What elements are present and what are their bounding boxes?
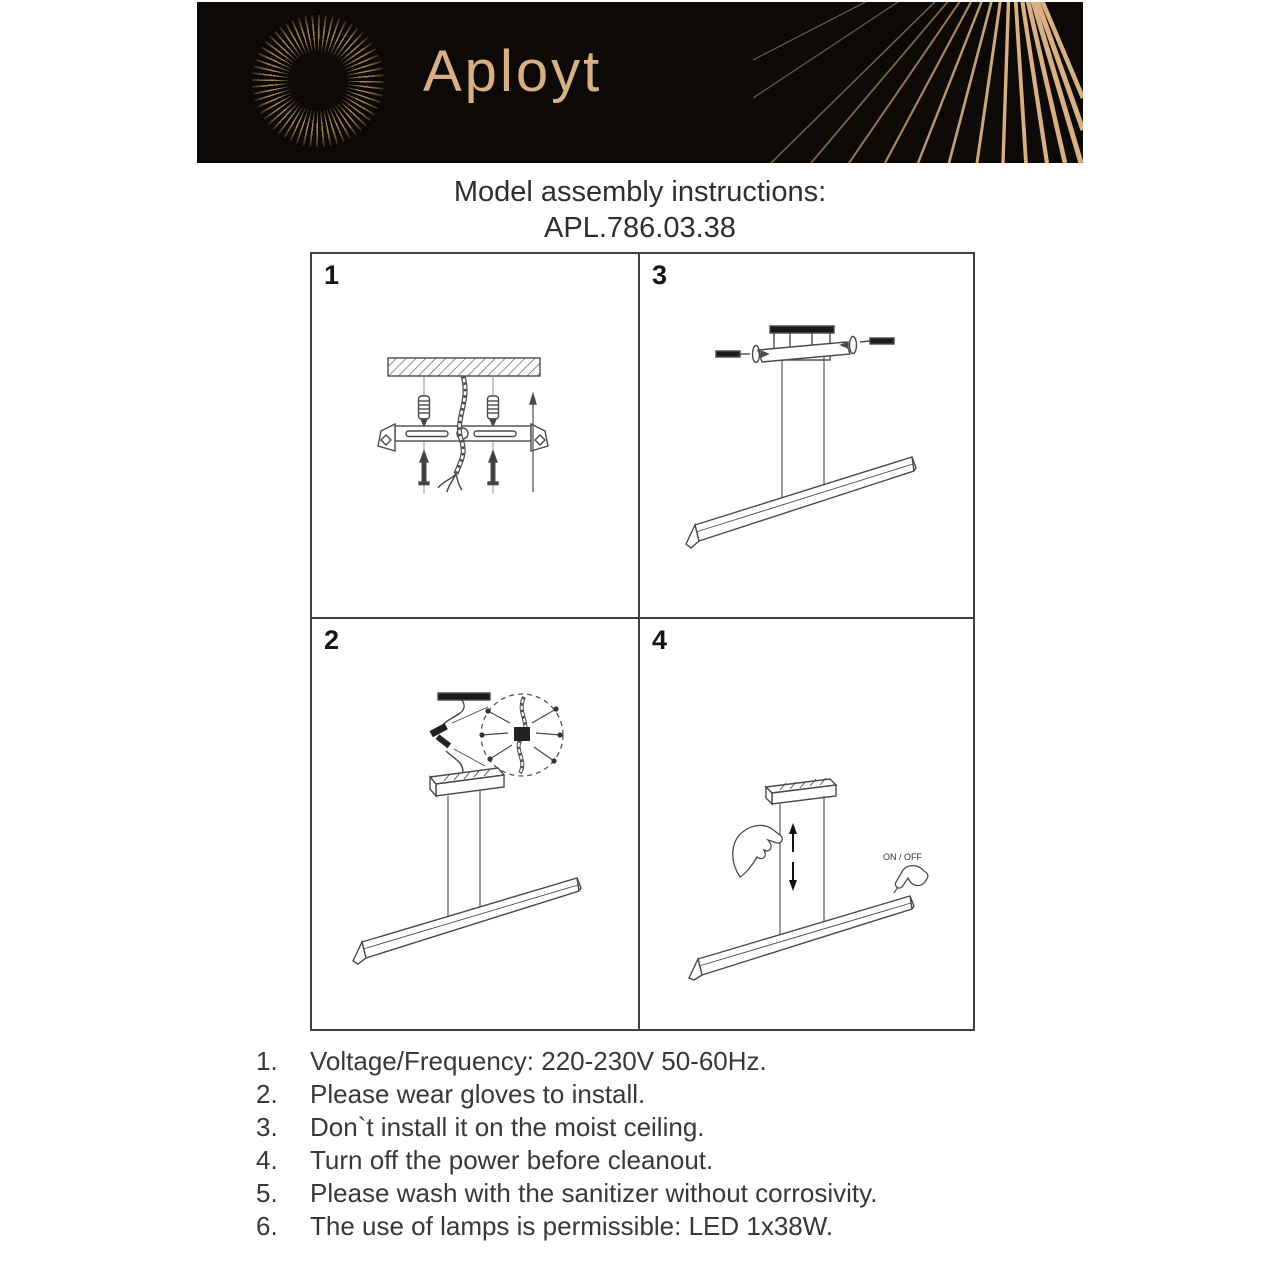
step-number: 3	[652, 260, 668, 290]
instruction-text: Turn off the power before cleanout.	[310, 1145, 714, 1175]
instruction-text: Please wear gloves to install.	[310, 1079, 646, 1109]
step-number: 2	[324, 625, 340, 655]
instruction-text: Voltage/Frequency: 220-230V 50-60Hz.	[310, 1046, 767, 1076]
brand-banner	[197, 2, 1083, 163]
model-number: APL.786.03.38	[544, 212, 736, 244]
instructions-list	[256, 1046, 1036, 1244]
document-title: Model assembly instructions:	[453, 176, 827, 208]
instruction-item	[256, 1178, 1036, 1211]
instruction-text: Please wash with the sanitizer without corrosivity.	[310, 1178, 878, 1208]
instruction-item	[256, 1211, 1036, 1244]
step-number: 4	[652, 625, 668, 655]
panel-step-1	[312, 254, 638, 617]
panel-step-4	[640, 619, 973, 1029]
step-number: 1	[324, 260, 340, 290]
diagram-step-4	[640, 619, 973, 1029]
panel-step-2	[312, 619, 638, 1029]
brand-name: Aployt	[423, 39, 603, 104]
instruction-text: The use of lamps is permissible: LED 1x38W.	[310, 1211, 834, 1241]
diagram-step-3	[640, 254, 973, 617]
instruction-number: 4.	[256, 1145, 278, 1175]
instruction-item	[256, 1046, 1036, 1079]
instruction-number: 1.	[256, 1046, 278, 1076]
instruction-number: 3.	[256, 1112, 278, 1142]
diagram-step-2	[312, 619, 638, 1029]
instruction-number: 5.	[256, 1178, 278, 1208]
diagram-step-1	[312, 254, 638, 617]
steps-grid	[310, 252, 975, 1031]
instruction-text: Don`t install it on the moist ceiling.	[310, 1112, 705, 1142]
instruction-item	[256, 1145, 1036, 1178]
instruction-item	[256, 1112, 1036, 1145]
instruction-item	[256, 1079, 1036, 1112]
instruction-number: 6.	[256, 1211, 278, 1241]
corner-rays-icon	[753, 2, 1083, 163]
panel-step-3	[640, 254, 973, 617]
instruction-number: 2.	[256, 1079, 278, 1109]
starburst-logo-icon	[252, 15, 384, 147]
on-off-label: ON / OFF	[883, 852, 922, 862]
